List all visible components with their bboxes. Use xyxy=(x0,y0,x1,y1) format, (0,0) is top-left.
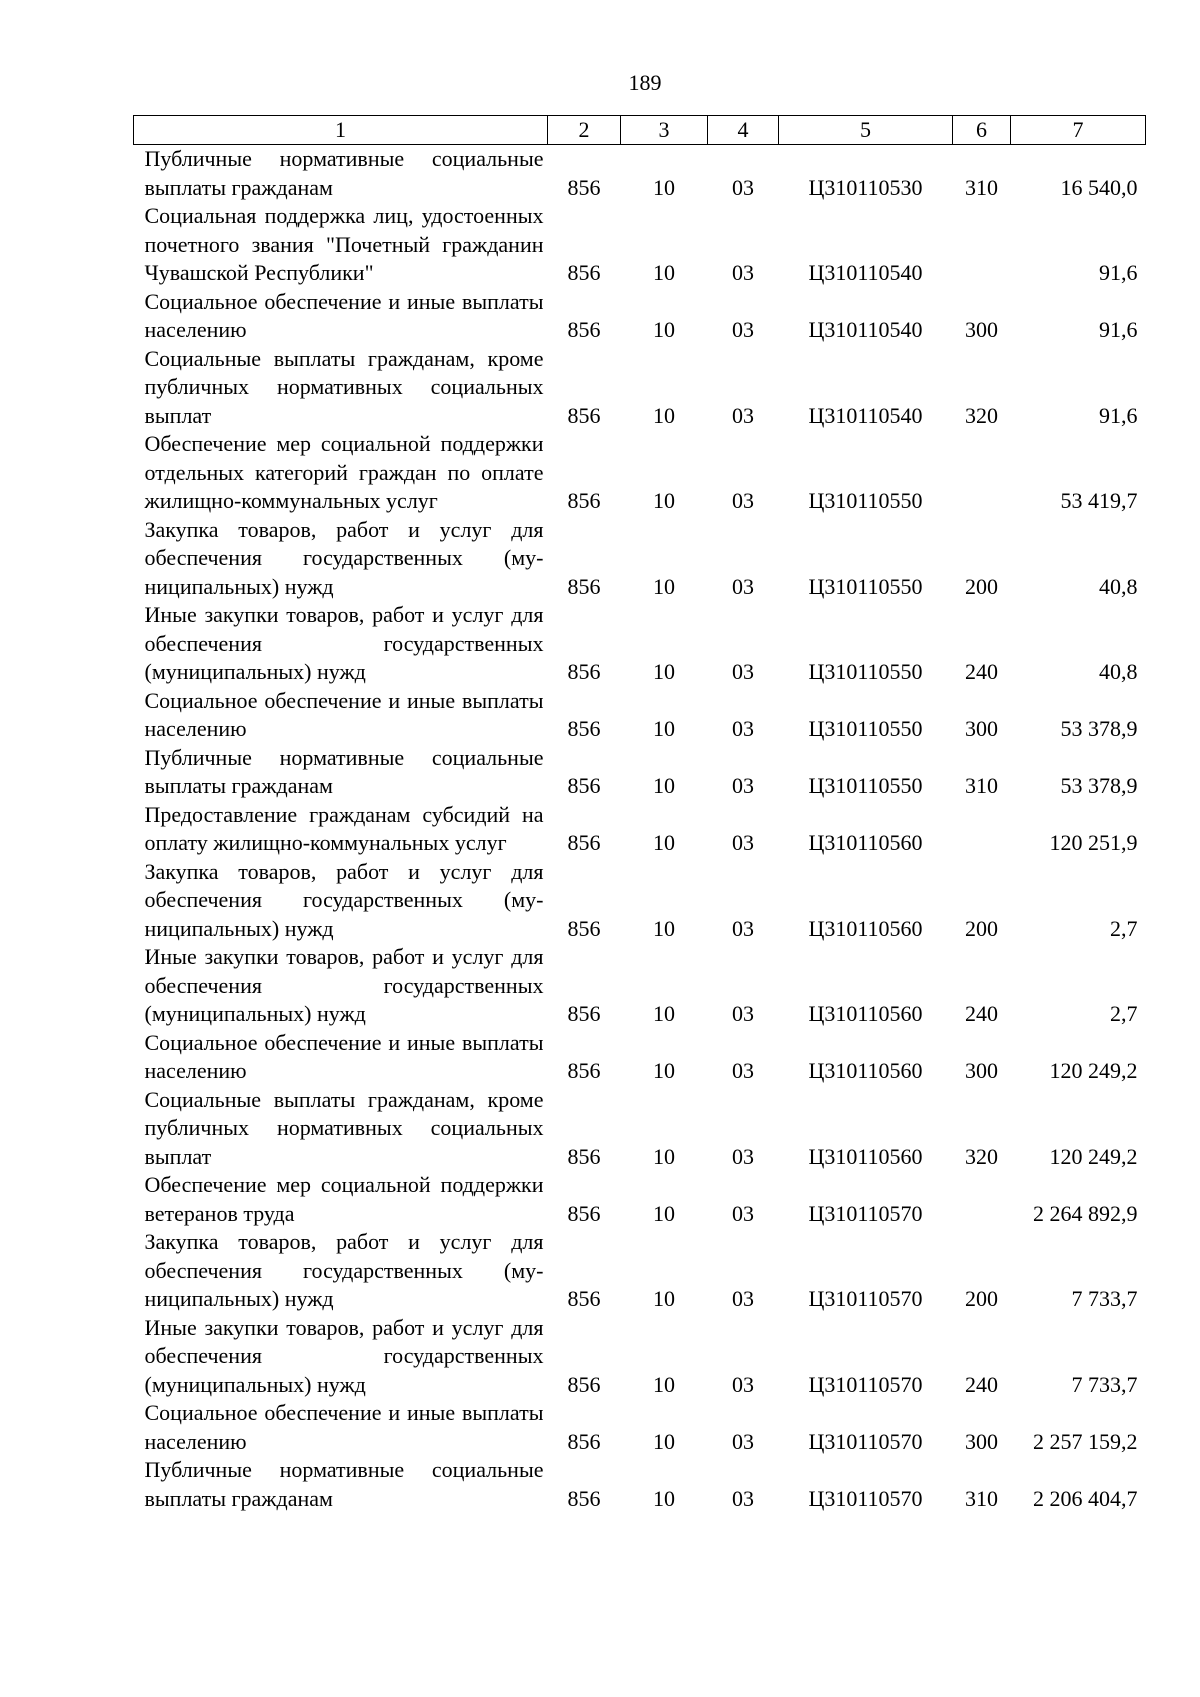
row-code-5: Ц310110560 xyxy=(808,1058,923,1083)
row-name: Иные закупки товаров, работ и услуг для обеспечения государственных (муниципальных) нужд xyxy=(144,1314,544,1397)
row-amount: 53 419,7 xyxy=(1060,488,1138,513)
table-row xyxy=(134,345,1146,431)
row-name: Иные закупки товаров, работ и услуг для обеспечения государственных (муниципальных) нужд xyxy=(144,602,544,684)
row-code-4: 03 xyxy=(732,317,754,342)
row-code-2: 856 xyxy=(567,1428,601,1454)
table-row xyxy=(134,1228,1146,1314)
row-code-4: 03 xyxy=(732,1485,754,1511)
row-code-3: 10 xyxy=(653,1143,675,1169)
row-name: Социальное обеспечение и иные выплаты населению xyxy=(144,1029,544,1083)
row-name: Предоставление гражданам субсидий на оплату жилищно-коммунальных услуг xyxy=(144,801,544,855)
row-code-4: 03 xyxy=(732,1143,754,1169)
row-code-2: 856 xyxy=(567,402,601,428)
row-code-2: 856 xyxy=(567,915,601,941)
table-row xyxy=(134,145,1146,203)
row-code-6: 320 xyxy=(965,402,998,428)
table-row xyxy=(134,943,1146,1029)
row-code-2: 856 xyxy=(567,1371,601,1397)
row-code-2: 856 xyxy=(567,1485,601,1511)
row-name: Социальное обеспечение и иные выплаты населению xyxy=(144,288,544,342)
row-code-3: 10 xyxy=(653,1286,675,1311)
column-header-1: 1 xyxy=(134,116,548,145)
row-code-4: 03 xyxy=(732,1428,754,1454)
row-code-6: 200 xyxy=(965,1286,998,1311)
row-code-6: 200 xyxy=(965,915,998,941)
row-code-5: Ц310110560 xyxy=(808,1001,923,1026)
column-header-3: 3 xyxy=(621,116,708,145)
row-code-6: 300 xyxy=(965,317,998,342)
row-name: Публичные нормативные социальные выплаты гражданам xyxy=(144,146,544,200)
table-row xyxy=(134,801,1146,858)
row-code-4: 03 xyxy=(732,1286,754,1311)
row-amount: 2,7 xyxy=(1110,915,1138,941)
row-code-2: 856 xyxy=(567,573,601,599)
row-code-3: 10 xyxy=(653,1200,675,1226)
row-code-6 xyxy=(953,430,1011,516)
table-row xyxy=(134,1456,1146,1513)
page-number: 189 xyxy=(628,70,662,95)
row-code-5: Ц310110540 xyxy=(808,317,923,342)
row-code-4: 03 xyxy=(732,659,754,684)
row-code-4: 03 xyxy=(732,488,754,513)
row-code-3: 10 xyxy=(653,260,675,285)
row-code-4: 03 xyxy=(732,915,754,941)
row-code-4: 03 xyxy=(732,830,754,855)
row-amount: 120 249,2 xyxy=(1049,1058,1138,1083)
row-code-6 xyxy=(953,202,1011,288)
table-row xyxy=(134,1086,1146,1172)
row-code-5: Ц310110570 xyxy=(808,1200,923,1226)
row-code-6: 300 xyxy=(965,716,998,741)
row-code-2: 856 xyxy=(567,488,601,513)
row-amount: 2,7 xyxy=(1110,1001,1138,1026)
row-code-6: 200 xyxy=(965,573,998,599)
row-code-3: 10 xyxy=(653,830,675,855)
table-row xyxy=(134,288,1146,345)
row-code-5: Ц310110530 xyxy=(808,174,923,200)
row-amount: 16 540,0 xyxy=(1060,174,1138,200)
row-code-3: 10 xyxy=(653,1485,675,1511)
row-code-2: 856 xyxy=(567,174,601,200)
row-code-4: 03 xyxy=(732,1058,754,1083)
row-amount: 120 249,2 xyxy=(1049,1143,1138,1169)
row-code-5: Ц310110570 xyxy=(808,1485,923,1511)
row-code-2: 856 xyxy=(567,317,601,342)
table-row xyxy=(134,858,1146,944)
budget-table xyxy=(133,115,1146,1513)
row-code-5: Ц310110560 xyxy=(808,915,923,941)
row-code-3: 10 xyxy=(653,488,675,513)
row-code-2: 856 xyxy=(567,716,601,741)
table-row xyxy=(134,516,1146,602)
table-row xyxy=(134,1314,1146,1400)
row-name: Иные закупки товаров, работ и услуг для обеспечения государственных (муниципальных) нужд xyxy=(144,944,544,1026)
row-code-4: 03 xyxy=(732,402,754,428)
column-header-5: 5 xyxy=(779,116,953,145)
row-name: Социальные выплаты гражданам, кроме публичных нормативных социальных выплат xyxy=(144,1086,544,1169)
row-amount: 40,8 xyxy=(1099,573,1138,599)
table-row xyxy=(134,202,1146,288)
row-code-5: Ц310110550 xyxy=(808,773,923,798)
row-code-5: Ц310110570 xyxy=(808,1428,923,1454)
row-code-2: 856 xyxy=(567,830,601,855)
row-code-4: 03 xyxy=(732,260,754,285)
row-code-6: 300 xyxy=(965,1428,998,1454)
row-amount: 2 206 404,7 xyxy=(1033,1485,1138,1511)
row-code-6: 310 xyxy=(965,1485,998,1511)
row-code-3: 10 xyxy=(653,773,675,798)
row-amount: 2 257 159,2 xyxy=(1033,1428,1138,1454)
row-code-6 xyxy=(953,1171,1011,1228)
table-header-row xyxy=(134,116,1146,145)
row-code-2: 856 xyxy=(567,1058,601,1083)
table-body xyxy=(134,145,1146,1514)
row-code-6 xyxy=(953,801,1011,858)
row-code-2: 856 xyxy=(567,1200,601,1226)
row-name: Публичные нормативные социальные выплаты гражданам xyxy=(144,1457,544,1511)
row-code-6: 310 xyxy=(965,773,998,798)
table-row xyxy=(134,687,1146,744)
row-code-4: 03 xyxy=(732,1200,754,1226)
row-name: Обеспечение мер социальной поддержки отдельных категорий граждан по оплате жилищно-коммунальных услуг xyxy=(144,431,544,513)
row-code-3: 10 xyxy=(653,402,675,428)
row-name: Социальные выплаты гражданам, кроме публичных нормативных социальных выплат xyxy=(144,345,544,428)
row-amount: 7 733,7 xyxy=(1071,1371,1138,1397)
column-header-6: 6 xyxy=(953,116,1011,145)
row-code-2: 856 xyxy=(567,260,601,285)
column-header-2: 2 xyxy=(548,116,621,145)
row-code-4: 03 xyxy=(732,174,754,200)
row-code-2: 856 xyxy=(567,773,601,798)
row-code-3: 10 xyxy=(653,1428,675,1454)
row-code-6: 240 xyxy=(965,659,998,684)
row-code-2: 856 xyxy=(567,1286,601,1311)
row-code-3: 10 xyxy=(653,174,675,200)
row-code-5: Ц310110550 xyxy=(808,488,923,513)
column-header-7: 7 xyxy=(1011,116,1146,145)
row-code-5: Ц310110570 xyxy=(808,1371,923,1397)
row-amount: 2 264 892,9 xyxy=(1033,1200,1138,1226)
row-name: Закупка товаров, работ и услуг для обеспечения государственных (муниципальных) нужд xyxy=(144,1229,544,1311)
row-code-3: 10 xyxy=(653,1371,675,1397)
row-amount: 120 251,9 xyxy=(1049,830,1138,855)
row-name: Публичные нормативные социальные выплаты гражданам xyxy=(144,744,544,798)
row-code-5: Ц310110550 xyxy=(808,659,923,684)
row-amount: 7 733,7 xyxy=(1071,1286,1138,1311)
row-code-3: 10 xyxy=(653,716,675,741)
row-code-5: Ц310110560 xyxy=(808,1143,923,1169)
table-row xyxy=(134,744,1146,801)
row-code-5: Ц310110540 xyxy=(808,402,923,428)
row-code-6: 240 xyxy=(965,1001,998,1026)
row-code-6: 310 xyxy=(965,174,998,200)
row-code-5: Ц310110560 xyxy=(808,830,923,855)
row-name: Социальное обеспечение и иные выплаты населению xyxy=(144,687,544,741)
table-row xyxy=(134,430,1146,516)
row-amount: 91,6 xyxy=(1099,260,1138,285)
row-code-3: 10 xyxy=(653,573,675,599)
row-amount: 53 378,9 xyxy=(1060,716,1138,741)
row-code-5: Ц310110550 xyxy=(808,716,923,741)
row-code-2: 856 xyxy=(567,1001,601,1026)
row-code-5: Ц310110540 xyxy=(808,260,923,285)
row-code-3: 10 xyxy=(653,659,675,684)
row-code-6: 300 xyxy=(965,1058,998,1083)
row-name: Обеспечение мер социальной поддержки ветеранов труда xyxy=(144,1172,544,1226)
row-name: Закупка товаров, работ и услуг для обеспечения государственных (муниципальных) нужд xyxy=(144,516,544,599)
row-code-5: Ц310110550 xyxy=(808,573,923,599)
row-name: Социальная поддержка лиц, удостоенных почетного звания "Почетный гражданин Чувашской Республики" xyxy=(144,203,544,285)
row-name: Социальное обеспечение и иные выплаты населению xyxy=(144,1400,544,1454)
row-code-3: 10 xyxy=(653,1001,675,1026)
row-code-6: 320 xyxy=(965,1143,998,1169)
row-code-4: 03 xyxy=(732,716,754,741)
row-code-5: Ц310110570 xyxy=(808,1286,923,1311)
column-header-4: 4 xyxy=(708,116,779,145)
row-code-4: 03 xyxy=(732,773,754,798)
row-code-4: 03 xyxy=(732,1371,754,1397)
row-amount: 91,6 xyxy=(1099,402,1138,428)
row-amount: 91,6 xyxy=(1099,317,1138,342)
row-code-3: 10 xyxy=(653,1058,675,1083)
row-code-3: 10 xyxy=(653,915,675,941)
table-row xyxy=(134,1029,1146,1086)
row-code-3: 10 xyxy=(653,317,675,342)
row-name: Закупка товаров, работ и услуг для обеспечения государственных (муниципальных) нужд xyxy=(144,858,544,941)
row-amount: 53 378,9 xyxy=(1060,773,1138,798)
table-row xyxy=(134,1399,1146,1456)
table-row xyxy=(134,1171,1146,1228)
row-code-2: 856 xyxy=(567,659,601,684)
row-code-4: 03 xyxy=(732,573,754,599)
row-code-6: 240 xyxy=(965,1371,998,1397)
row-code-2: 856 xyxy=(567,1143,601,1169)
row-amount: 40,8 xyxy=(1099,659,1138,684)
row-code-4: 03 xyxy=(732,1001,754,1026)
table-row xyxy=(134,601,1146,687)
